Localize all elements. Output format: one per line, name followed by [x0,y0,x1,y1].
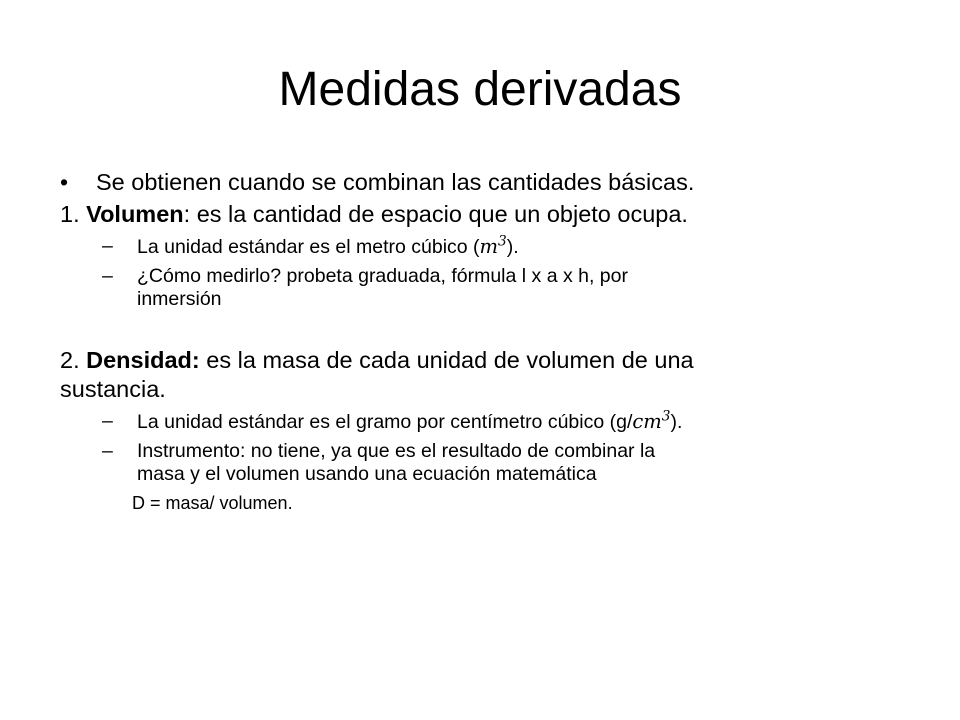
item-densidad-definition-line1: es la masa de cada unidad de volumen de una [199,347,694,373]
densidad-unit-text: La unidad estándar es el gramo por centímetro cúbico (g/ [137,411,633,433]
item-densidad-term: Densidad: [86,347,200,373]
densidad-unit-math [632,410,670,433]
bullet-intro [60,168,910,197]
slide-title: Medidas derivadas [278,63,682,116]
item-volumen-term: Volumen [86,201,184,227]
item-densidad-definition-line2: sustancia. [60,376,166,402]
volumen-how [60,265,910,311]
densidad-instrument [60,440,910,486]
item-densidad [60,346,910,404]
item-densidad-number: 2. [60,347,87,373]
densidad-instrument-line2: masa y el volumen usando una ecuación matemática [137,463,597,485]
volumen-unit-math [480,235,507,258]
dash-icon: – [102,440,113,462]
volumen-how-line2: inmersión [137,288,222,310]
densidad-unit [60,410,910,434]
item-volumen-number: 1. [60,201,87,227]
item-volumen [60,200,910,229]
densidad-unit-math-exponent: 3 [661,408,671,425]
volumen-how-line1: ¿Cómo medirlo? probeta graduada, fórmula l x a x h, por [137,265,628,287]
volumen-unit-math-exponent: 3 [498,233,507,250]
item-volumen-definition: : es la cantidad de espacio que un objeto ocupa. [183,201,688,227]
volumen-unit-math-base: m [479,235,499,258]
bullet-icon: • [60,169,69,195]
bullet-intro-text: Se obtienen cuando se combinan las cantidades básicas. [96,169,695,195]
densidad-instrument-line1: Instrumento: no tiene, ya que es el resultado de combinar la [137,440,656,462]
slide-body [60,168,910,515]
volumen-unit [60,235,910,259]
densidad-unit-close: ). [670,411,683,433]
volumen-unit-text: La unidad estándar es el metro cúbico ( [137,236,480,258]
volumen-unit-close: ). [506,236,519,258]
densidad-formula: D = masa/ volumen. [132,493,293,513]
densidad-unit-math-base: cm [632,410,662,433]
dash-icon: – [102,410,113,432]
dash-icon: – [102,265,113,287]
dash-icon: – [102,235,113,257]
